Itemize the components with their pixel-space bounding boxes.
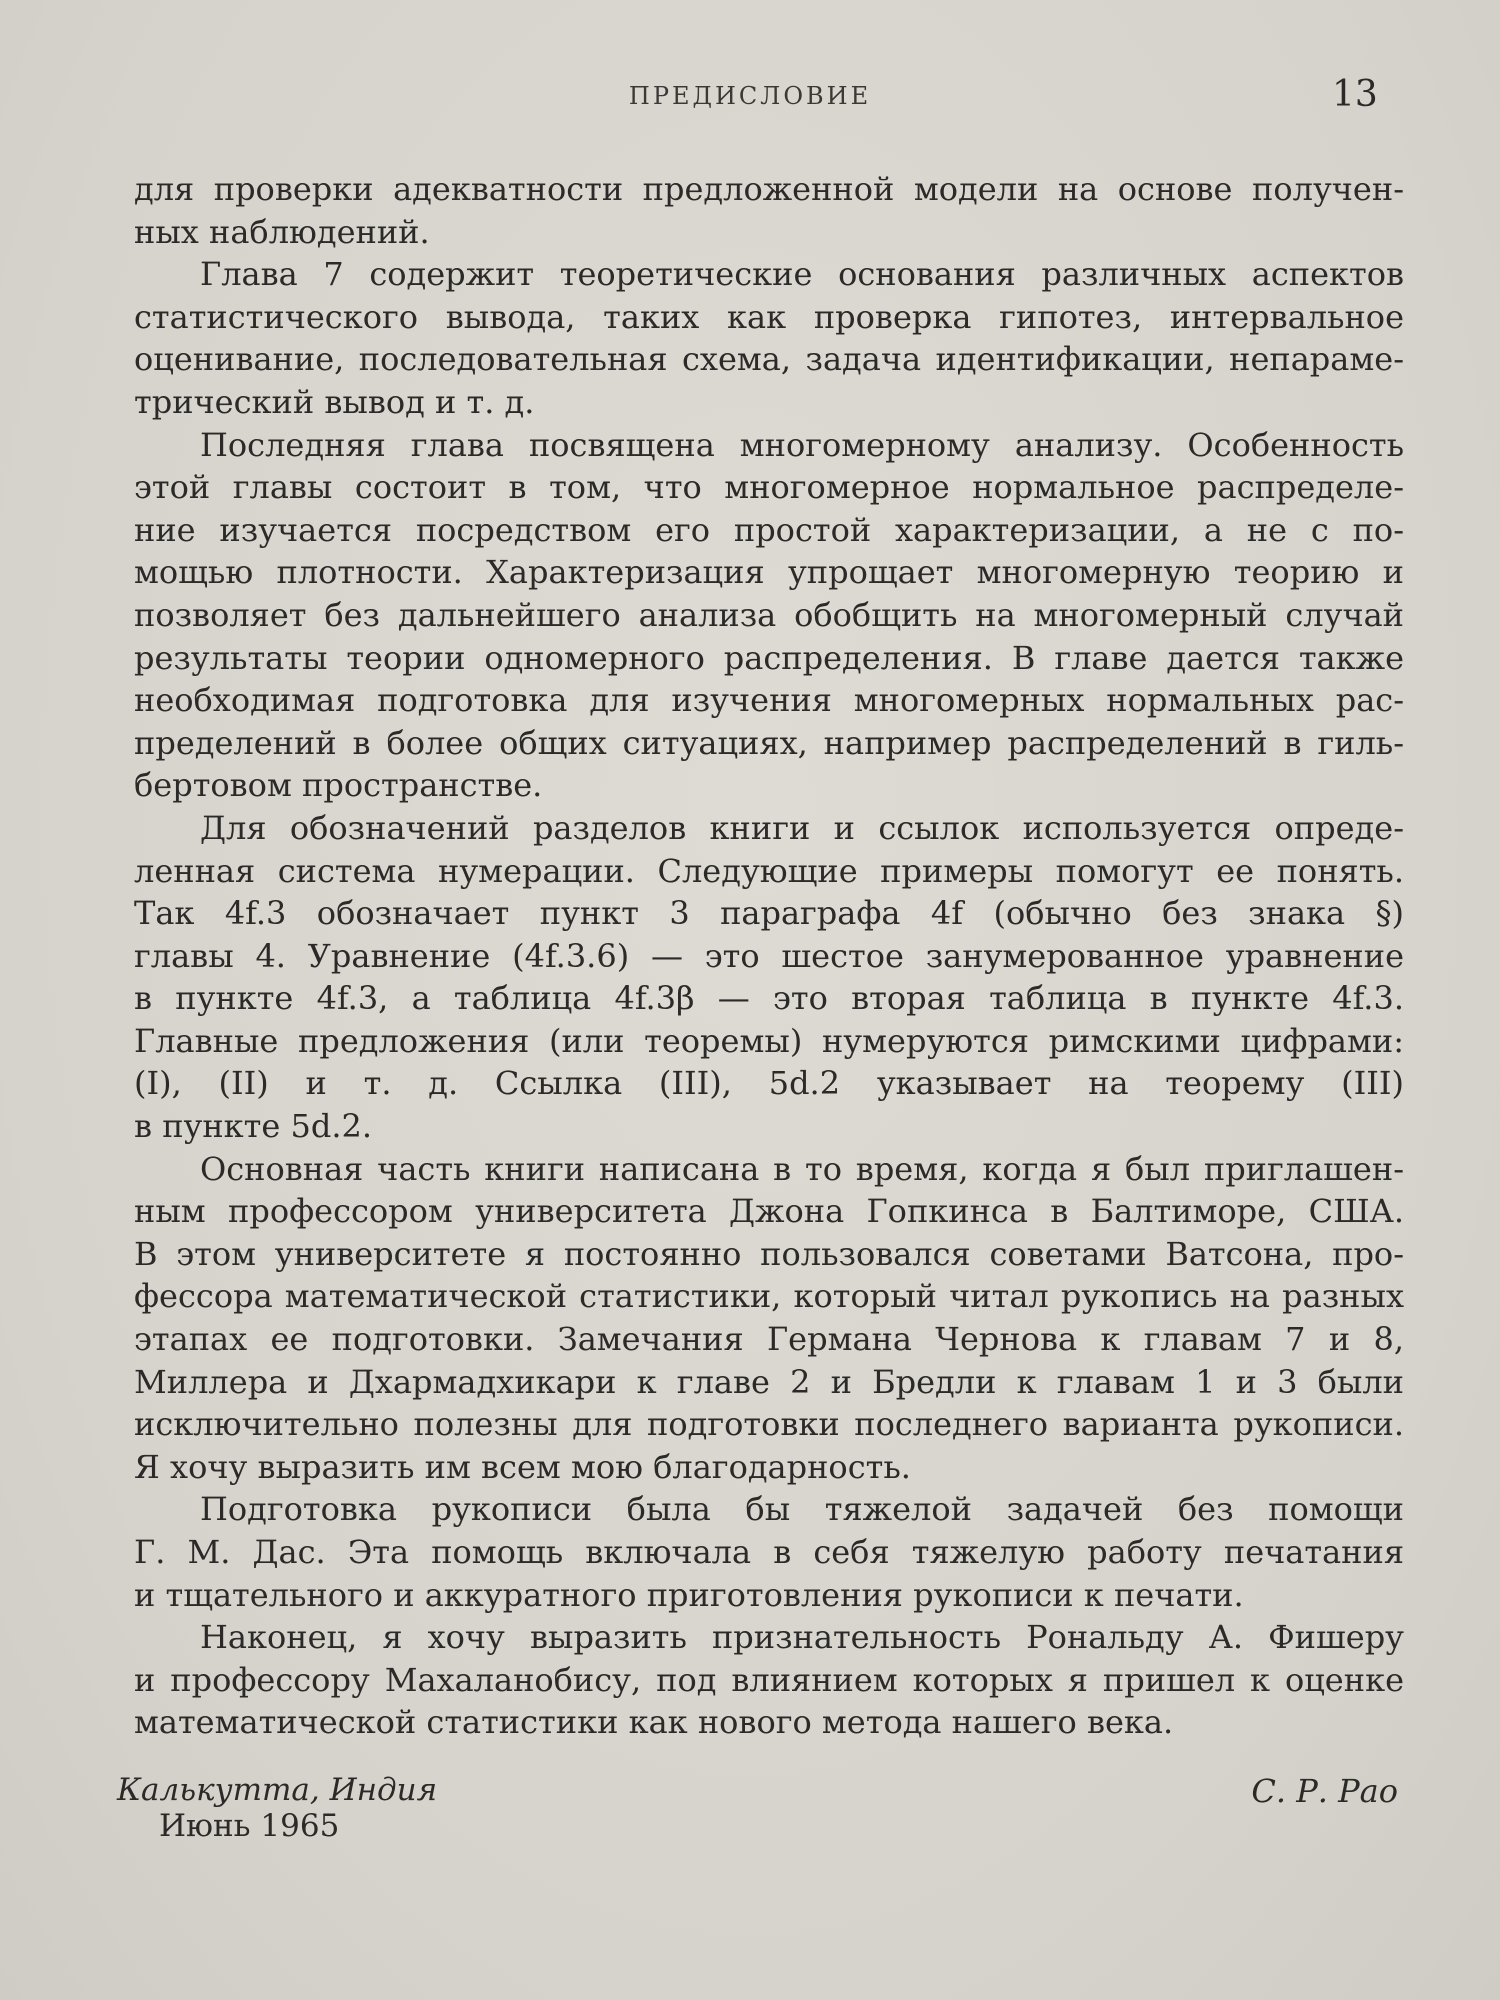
text-line: результаты теории одномерного распределения. В главе дается также [134, 638, 1404, 677]
paragraph [134, 1616, 1404, 1744]
text-line: бертовом пространстве. [134, 766, 543, 805]
text-line: необходимая подготовка для изучения многомерных нормальных рас- [134, 681, 1404, 720]
text-line: этой главы состоит в том, что многомерное нормальное распределе- [134, 468, 1404, 507]
text-line: В этом университете я постоянно пользовался советами Ватсона, про- [134, 1234, 1404, 1273]
text-line: Так 4f.3 обозначает пункт 3 параграфа 4f (обычно без знака §) [134, 894, 1404, 933]
text-line: главы 4. Уравнение (4f.3.6) — это шестое занумерованное уравнение [134, 936, 1404, 975]
author-signature: С. Р. Рао [1251, 1772, 1398, 1810]
paragraph [134, 1488, 1404, 1616]
text-line: Основная часть книги написана в то время, когда я был приглашен- [200, 1149, 1404, 1188]
text-line: Последняя глава посвящена многомерному анализу. Особенность [200, 425, 1404, 464]
text-line: и профессору Махаланобису, под влиянием которых я пришел к оценке [134, 1660, 1404, 1699]
text-line: (I), (II) и т. д. Ссылка (III), 5d.2 указывает на теорему (III) [134, 1064, 1404, 1103]
paragraph [134, 253, 1404, 423]
text-line: для проверки адекватности предложенной модели на основе получен- [134, 170, 1404, 208]
body-text [134, 168, 1404, 1744]
text-line: в пункте 5d.2. [134, 1107, 373, 1146]
text-line: исключительно полезны для подготовки последнего варианта рукописи. [134, 1405, 1404, 1444]
text-line: фессора математической статистики, который читал рукопись на разных [134, 1277, 1404, 1316]
text-line: трический вывод и т. д. [134, 382, 535, 421]
text-line: мощью плотности. Характеризация упрощает многомерную теорию и [134, 553, 1404, 592]
text-line: ние изучается посредством его простой характеризации, а не с по- [134, 510, 1404, 549]
signoff-place: Калькутта, Индия [117, 1772, 438, 1808]
text-line: пределений в более общих ситуациях, например распределений в гиль- [134, 723, 1404, 762]
text-line: Наконец, я хочу выразить признательность Рональду А. Фишеру [200, 1618, 1404, 1657]
text-line: ных наблюдений. [134, 212, 430, 251]
running-head: ПРЕДИСЛОВИЕ [628, 82, 872, 110]
text-line: позволяет без дальнейшего анализа обобщить на многомерный случай [134, 595, 1404, 634]
text-line: Миллера и Дхармадхикари к главе 2 и Бредли к главам 1 и 3 были [134, 1362, 1404, 1401]
text-line: ленная система нумерации. Следующие примеры помогут ее понять. [134, 851, 1404, 890]
text-line: статистического вывода, таких как проверка гипотез, интервальное [134, 297, 1404, 336]
text-line: оценивание, последовательная схема, задача идентификации, непараме- [134, 340, 1404, 379]
text-line: Я хочу выразить им всем мою благодарность. [134, 1447, 911, 1486]
text-line: Глава 7 содержит теоретические основания различных аспектов [200, 255, 1404, 294]
text-line: Подготовка рукописи была бы тяжелой задачей без помощи [200, 1490, 1404, 1529]
text-line: Г. М. Дас. Эта помощь включала в себя тяжелую работу печатания [134, 1533, 1404, 1571]
text-line: Главные предложения (или теоремы) нумеруются римскими цифрами: [134, 1021, 1404, 1060]
paragraph [134, 168, 1404, 253]
text-line: Для обозначений разделов книги и ссылок используется опреде- [200, 808, 1404, 847]
paragraph [134, 1148, 1404, 1489]
paragraph [134, 424, 1404, 807]
text-line: ным профессором университета Джона Гопкинса в Балтиморе, США. [134, 1192, 1404, 1231]
text-line: в пункте 4f.3, а таблица 4f.3β — это вторая таблица в пункте 4f.3. [134, 979, 1404, 1018]
text-line: и тщательного и аккуратного приготовления рукописи к печати. [134, 1575, 1244, 1614]
signoff-date: Июнь 1965 [159, 1808, 340, 1844]
paragraph [134, 807, 1404, 1148]
text-line: математической статистики как нового метода нашего века. [134, 1703, 1174, 1742]
page-number: 13 [1332, 74, 1378, 115]
text-line: этапах ее подготовки. Замечания Германа Чернова к главам 7 и 8, [134, 1320, 1404, 1359]
signoff [117, 1772, 437, 1844]
